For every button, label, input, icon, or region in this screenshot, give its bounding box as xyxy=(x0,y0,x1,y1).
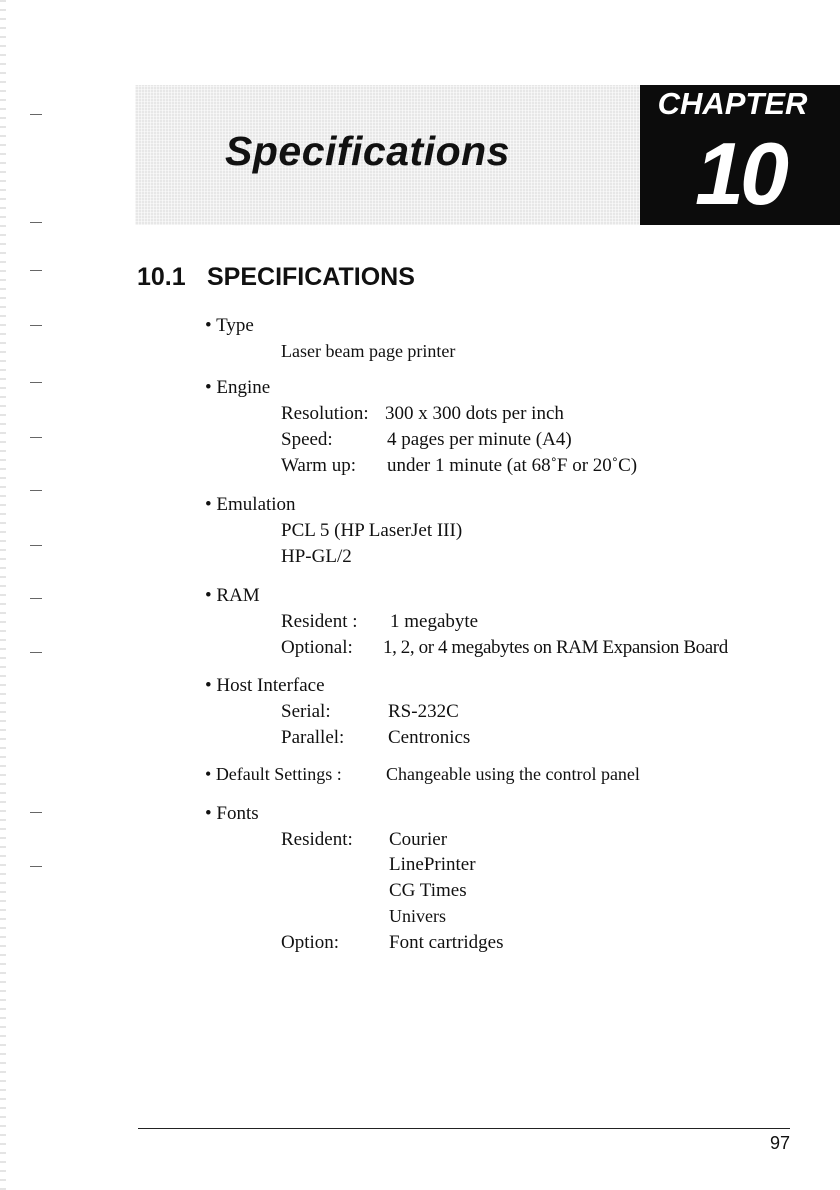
spec-emulation: • Emulation xyxy=(205,494,296,515)
chapter-number: 10 xyxy=(695,124,785,223)
interface-parallel-label: Parallel: xyxy=(281,727,345,748)
fonts-option-label: Option: xyxy=(281,932,340,953)
interface-parallel: Centronics xyxy=(388,727,471,748)
spec-type-value: Laser beam page printer xyxy=(281,341,456,361)
engine-speed-label: Speed: xyxy=(281,429,333,450)
margin-mark xyxy=(30,114,42,115)
engine-warmup-label: Warm up: xyxy=(281,455,356,476)
fonts-resident-label: Resident: xyxy=(281,829,353,850)
font-resident-item: Univers xyxy=(389,906,446,926)
margin-mark xyxy=(30,270,42,271)
spec-fonts: • Fonts xyxy=(205,803,259,824)
margin-mark xyxy=(30,598,42,599)
interface-serial-label: Serial: xyxy=(281,701,331,722)
margin-mark xyxy=(30,325,42,326)
emulation-item: HP-GL/2 xyxy=(281,546,352,567)
font-resident-item: Courier xyxy=(389,829,448,850)
spec-engine: • Engine xyxy=(205,377,271,398)
font-resident-item: CG Times xyxy=(389,880,467,901)
margin-mark xyxy=(30,812,42,813)
engine-resolution: 300 x 300 dots per inch xyxy=(385,403,564,424)
margin-mark xyxy=(30,545,42,546)
binding-edge xyxy=(0,0,6,1190)
chapter-title: Specifications xyxy=(225,128,510,174)
ram-optional-label: Optional: xyxy=(281,637,353,658)
chapter-label: CHAPTER xyxy=(657,86,808,121)
spec-type: • Type xyxy=(205,315,254,336)
default-settings-value: Changeable using the control panel xyxy=(386,764,640,784)
section-number: 10.1 xyxy=(137,263,186,291)
footer-rule xyxy=(138,1128,790,1129)
margin-mark xyxy=(30,382,42,383)
font-resident-item: LinePrinter xyxy=(389,854,476,875)
spec-default-settings: • Default Settings : xyxy=(205,764,342,784)
margin-mark xyxy=(30,490,42,491)
margin-mark xyxy=(30,866,42,867)
section-title: SPECIFICATIONS xyxy=(207,263,415,291)
margin-mark xyxy=(30,222,42,223)
section-heading xyxy=(137,263,415,292)
interface-serial: RS-232C xyxy=(388,701,459,722)
margin-mark xyxy=(30,437,42,438)
spec-ram: • RAM xyxy=(205,585,260,606)
engine-warmup: under 1 minute (at 68˚F or 20˚C) xyxy=(387,455,638,476)
engine-resolution-label: Resolution: xyxy=(281,403,369,424)
ram-resident: 1 megabyte xyxy=(390,611,479,632)
fonts-option: Font cartridges xyxy=(389,932,504,953)
spec-host-interface: • Host Interface xyxy=(205,675,325,696)
ram-resident-label: Resident : xyxy=(281,611,358,632)
margin-mark xyxy=(30,652,42,653)
page-number: 97 xyxy=(769,1133,790,1153)
ram-optional: 1, 2, or 4 megabytes on RAM Expansion Board xyxy=(383,637,728,658)
emulation-item: PCL 5 (HP LaserJet III) xyxy=(281,520,463,541)
engine-speed: 4 pages per minute (A4) xyxy=(387,429,572,450)
